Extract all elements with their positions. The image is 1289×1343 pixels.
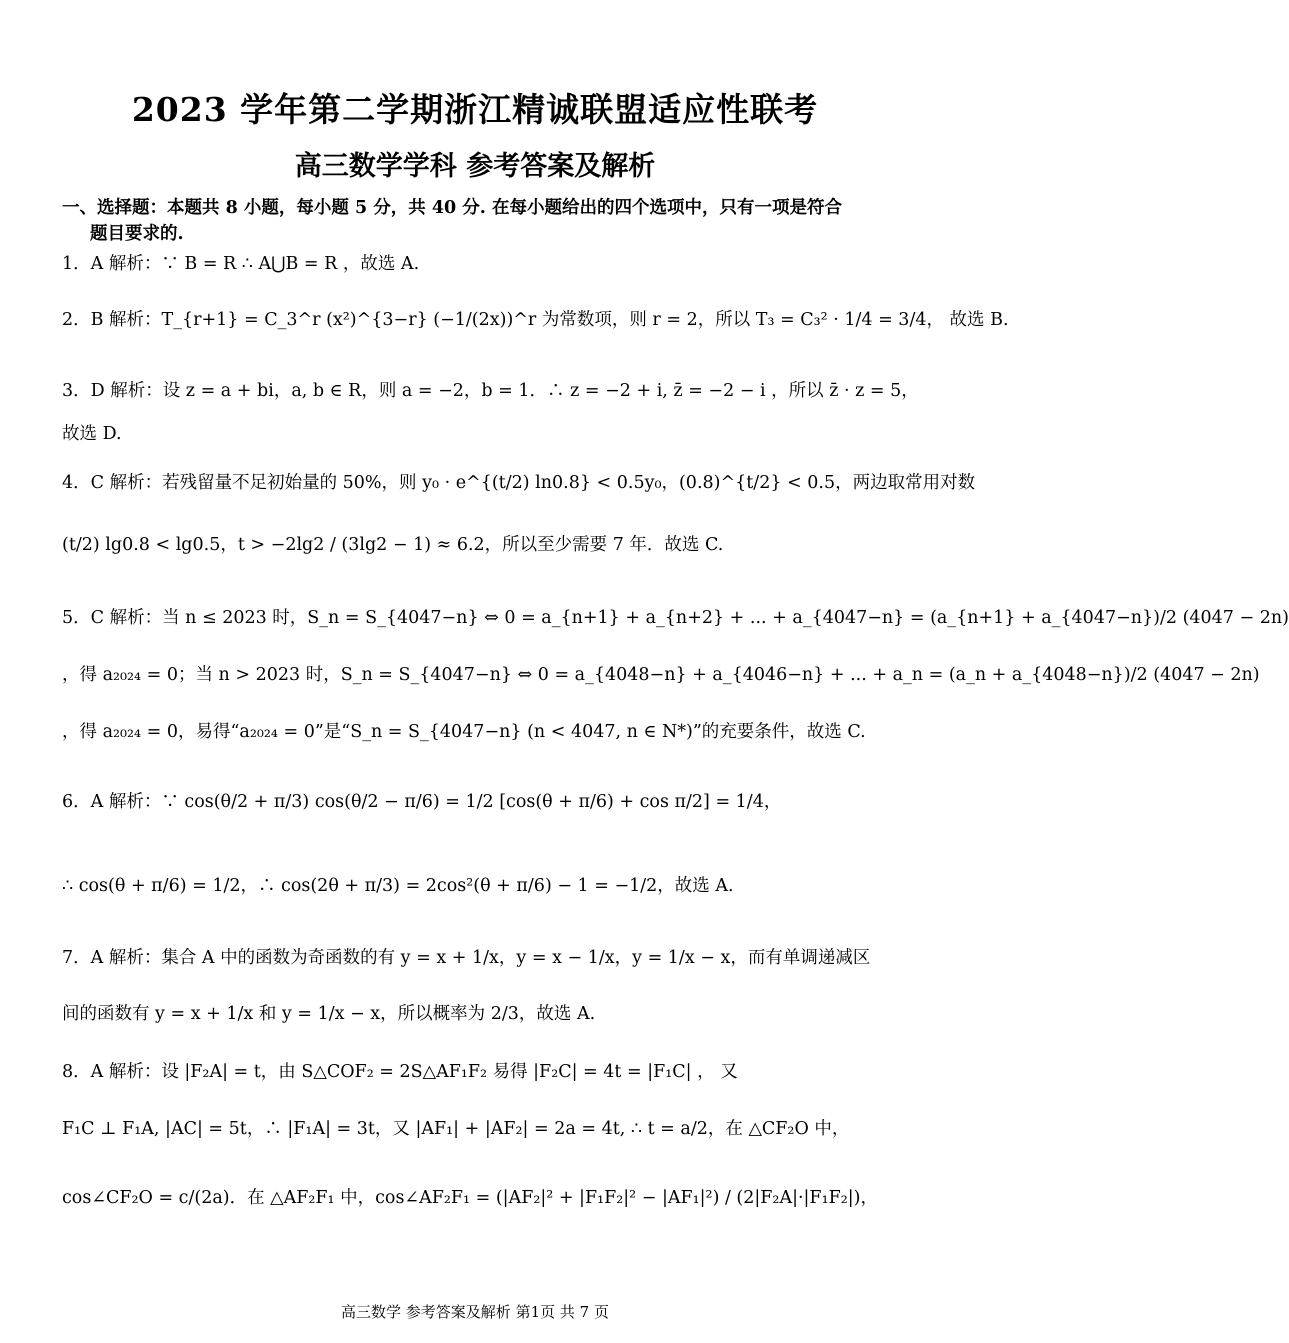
answer-line: ∴ cos(θ + π/6) = 1/2，∴ cos(2θ + π/3) = 2cos²(θ + π/6) − 1 = −1/2，故选 A.: [62, 876, 734, 896]
answer-line: (t/2) lg0.8 < lg0.5，t > −2lg2 / (3lg2 − 1) ≈ 6.2，所以至少需要 7 年．故选 C.: [62, 535, 724, 555]
answer-line: 间的函数有 y = x + 1/x 和 y = 1/x − x，所以概率为 2/3，故选 A.: [62, 1004, 596, 1024]
section-heading-line-1: 一、选择题：本题共 8 小题，每小题 5 分，共 40 分. 在每小题给出的四个选项中，只有一项是符合: [62, 198, 842, 218]
page-subtitle: 高三数学学科 参考答案及解析: [294, 151, 656, 182]
answer-line: ，得 a₂₀₂₄ = 0，易得“a₂₀₂₄ = 0”是“S_n = S_{4047−n} (n < 4047, n ∈ N*)”的充要条件，故选 C.: [62, 722, 866, 742]
page-footer: 高三数学 参考答案及解析 第1页 共 7 页: [341, 1303, 609, 1321]
answer-line: 4．C 解析：若残留量不足初始量的 50%，则 y₀ · e^{(t/2) ln0.8} < 0.5y₀，(0.8)^{t/2} < 0.5，两边取常用对数: [62, 473, 976, 493]
answer-line: 故选 D.: [62, 424, 122, 444]
page-title: 2023 学年第二学期浙江精诚联盟适应性联考: [131, 90, 819, 129]
answer-line: 7．A 解析：集合 A 中的函数为奇函数的有 y = x + 1/x，y = x − 1/x，y = 1/x − x，而有单调递减区: [62, 948, 871, 968]
answer-line: cos∠CF₂O = c/(2a)．在 △AF₂F₁ 中，cos∠AF₂F₁ = (|AF₂|² + |F₁F₂|² − |AF₁|²) / (2|F₂A|·|F₁F₂|)，: [62, 1188, 878, 1208]
answer-line: 1．A 解析：∵ B = R ∴ A⋃B = R ，故选 A.: [62, 254, 420, 274]
answer-line: 5．C 解析：当 n ≤ 2023 时，S_n = S_{4047−n} ⇔ 0 = a_{n+1} + a_{n+2} + ... + a_{4047−n} = (a_{n+1} + a_{4047−n})/2 (4047 − 2n): [62, 608, 1289, 628]
section-heading-line-2: 题目要求的.: [90, 224, 184, 244]
answer-line: 8．A 解析：设 |F₂A| = t，由 S△COF₂ = 2S△AF₁F₂ 易得 |F₂C| = 4t = |F₁C| ， 又: [62, 1062, 738, 1082]
answer-line: 6．A 解析：∵ cos(θ/2 + π/3) cos(θ/2 − π/6) = 1/2 [cos(θ + π/6) + cos π/2] = 1/4，: [62, 792, 782, 812]
answer-line: F₁C ⊥ F₁A, |AC| = 5t，∴ |F₁A| = 3t，又 |AF₁| + |AF₂| = 2a = 4t, ∴ t = a/2，在 △CF₂O 中，: [62, 1119, 850, 1139]
answer-line: 2．B 解析：T_{r+1} = C_3^r (x²)^{3−r} (−1/(2x))^r 为常数项，则 r = 2，所以 T₃ = C₃² · 1/4 = 3/4， 故选 B.: [62, 310, 1009, 330]
answer-line: 3．D 解析：设 z = a + bi，a, b ∈ R，则 a = −2，b = 1．∴ z = −2 + i, z̄ = −2 − i ，所以 z̄ · z = 5，: [62, 381, 919, 401]
answer-line: ，得 a₂₀₂₄ = 0；当 n > 2023 时，S_n = S_{4047−n} ⇔ 0 = a_{4048−n} + a_{4046−n} + ... + a_n = (a_n + a_{4048−n})/2 (4047 − 2n): [62, 665, 1260, 685]
